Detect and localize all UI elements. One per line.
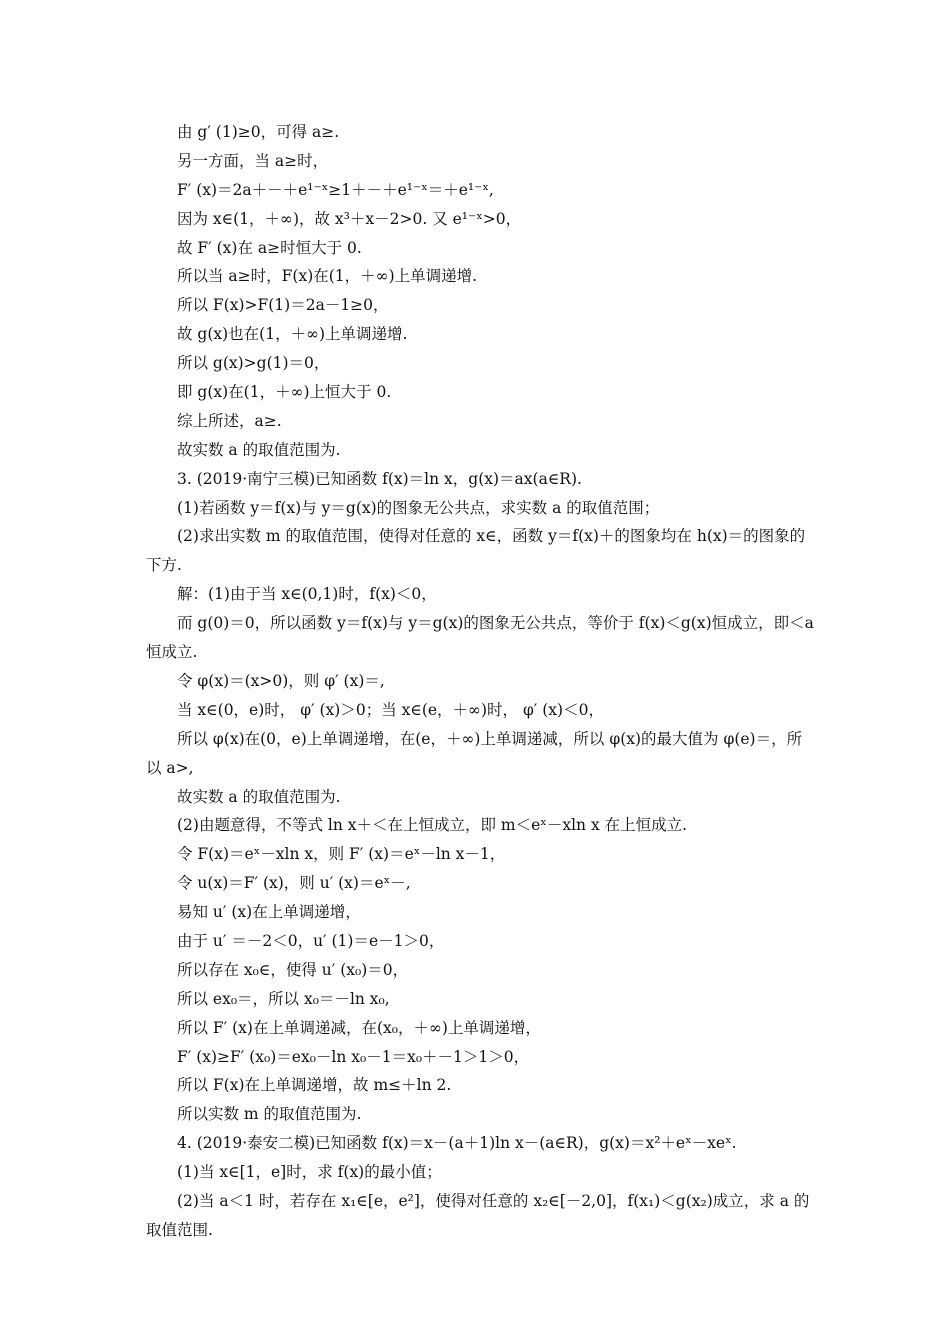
text-line: 即 g(x)在(1，＋∞)上恒大于 0. [177, 383, 392, 402]
problem-3-heading: 3. (2019·南宁三模)已知函数 f(x)＝ln x，g(x)＝ax(a∈R). [177, 469, 582, 488]
text-line: 所以 ex₀＝，所以 x₀＝－ln x₀, [177, 989, 390, 1008]
text-line: 所以 F(x)>F(1)＝2a－1≥0， [177, 296, 389, 315]
text-line: 故实数 a 的取值范围为. [177, 787, 341, 806]
text-line: 所以存在 x₀∈，使得 u′ (x₀)＝0， [177, 960, 409, 979]
text-line: 所以当 a≥时，F(x)在(1，＋∞)上单调递增. [177, 267, 478, 286]
text-line: 当 x∈(0，e)时， φ′ (x)＞0；当 x∈(e，＋∞)时， φ′ (x)＜0， [177, 700, 604, 719]
text-line: 另一方面，当 a≥时， [177, 151, 329, 170]
text-line: 所以 F′ (x)在上单调递减，在(x₀，＋∞)上单调递增， [177, 1018, 541, 1037]
text-line: 易知 u′ (x)在上单调递增， [177, 903, 361, 922]
document-body [146, 118, 816, 1245]
text-line: F′ (x)≥F′ (x₀)＝ex₀－ln x₀－1＝x₀＋－1＞1＞0， [177, 1047, 530, 1066]
text-line: 由于 u′ ＝－2＜0，u′ (1)＝e－1＞0， [177, 932, 445, 951]
text-line: F′ (x)＝2a＋－＋e¹⁻ˣ≥1＋－＋e¹⁻ˣ＝＋e¹⁻ˣ, [177, 180, 494, 199]
text-line: (1)若函数 y＝f(x)与 y＝g(x)的图象无公共点，求实数 a 的取值范围； [177, 498, 660, 517]
text-paragraph: 所以 φ(x)在(0，e)上单调递增，在(e，＋∞)上单调递减，所以 φ(x)的最大值为 φ(e)＝，所以 a>, [146, 729, 803, 777]
text-line: (2)由题意得，不等式 ln x＋＜在上恒成立，即 m＜eˣ－xln x 在上恒成立. [177, 816, 688, 835]
text-line: 所以 g(x)>g(1)＝0， [177, 354, 330, 373]
text-paragraph: 而 g(0)＝0，所以函数 y＝f(x)与 y＝g(x)的图象无公共点，等价于 f(x)＜g(x)恒成立，即＜a 恒成立. [146, 614, 814, 662]
text-line: (1)当 x∈[1，e]时，求 f(x)的最小值； [177, 1163, 442, 1182]
text-line: 令 φ(x)＝(x>0)，则 φ′ (x)＝, [177, 671, 385, 690]
text-line: 令 F(x)＝eˣ－xln x，则 F′ (x)＝eˣ－ln x－1， [177, 845, 506, 864]
text-line: 故 F′ (x)在 a≥时恒大于 0. [177, 238, 362, 257]
text-line: 所以 F(x)在上单调递增，故 m≤＋ln 2. [177, 1076, 452, 1095]
text-line: 综上所述，a≥. [177, 411, 282, 430]
text-line: 由 g′ (1)≥0，可得 a≥. [177, 123, 340, 141]
problem-4-heading: 4. (2019·泰安二模)已知函数 f(x)＝x－(a＋1)ln x－(a∈R)，g(x)＝x²＋eˣ－xeˣ. [177, 1134, 737, 1153]
text-paragraph: (2)当 a＜1 时，若存在 x₁∈[e，e²]，使得对任意的 x₂∈[－2,0]，f(x₁)＜g(x₂)成立，求 a 的取值范围. [146, 1192, 810, 1239]
text-line: 所以实数 m 的取值范围为. [177, 1105, 362, 1124]
text-line: 故实数 a 的取值范围为. [177, 440, 341, 459]
text-line: 因为 x∈(1，＋∞)，故 x³＋x－2>0. 又 e¹⁻ˣ>0， [177, 209, 522, 228]
text-line: 令 u(x)＝F′ (x)，则 u′ (x)＝eˣ－, [177, 874, 411, 893]
text-paragraph: (2)求出实数 m 的取值范围，使得对任意的 x∈，函数 y＝f(x)＋的图象均在 h(x)＝的图象的下方. [146, 527, 806, 575]
text-line: 故 g(x)也在(1，＋∞)上单调递增. [177, 325, 408, 344]
text-line: 解：(1)由于当 x∈(0,1)时，f(x)＜0， [177, 585, 437, 604]
